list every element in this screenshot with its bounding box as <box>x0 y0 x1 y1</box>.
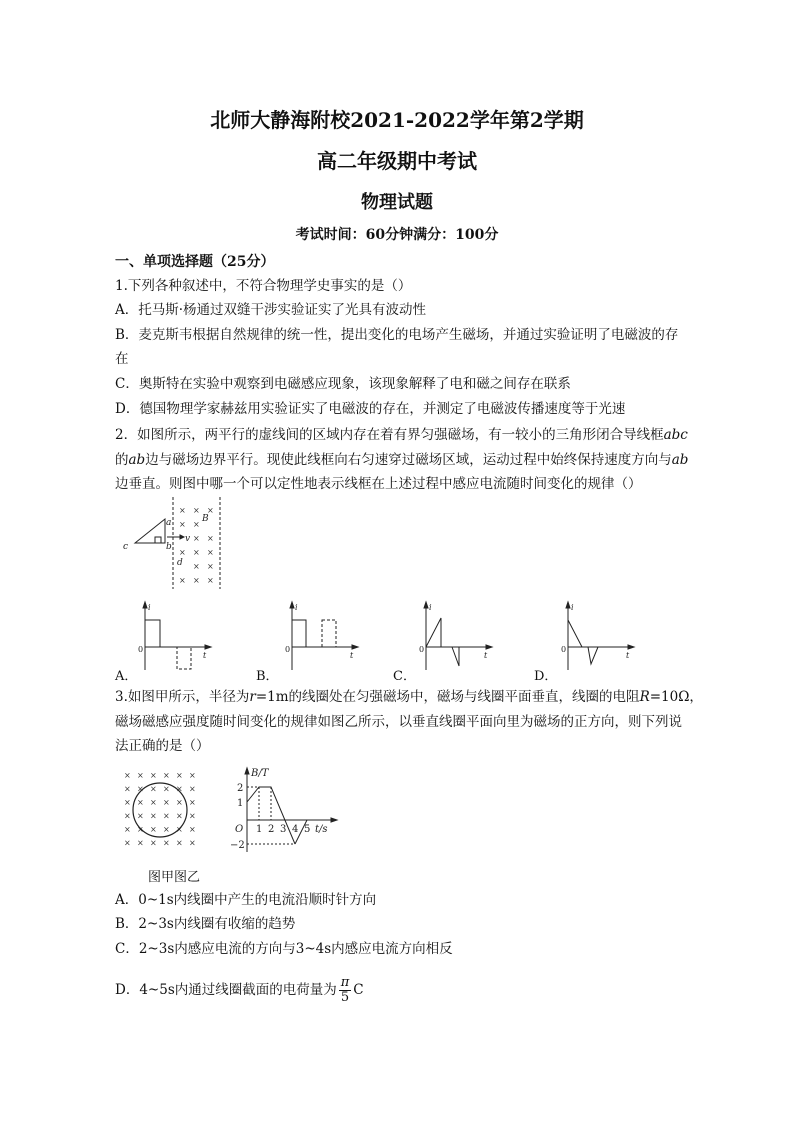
svg-text:i: i <box>295 603 298 612</box>
svg-text:0: 0 <box>138 645 144 654</box>
field-cross: × <box>189 811 196 821</box>
svg-text:×: × <box>193 506 200 515</box>
q1-option-d: D．德国物理学家赫兹用实验证实了电磁波的存在，并测定了电磁波传播速度等于光速 <box>115 401 626 417</box>
q2-graph-b <box>282 600 362 675</box>
q1-option-b: B．麦克斯韦根据自然规律的统一性，提出变化的电场产生磁场，并通过实验证明了电磁波的存 <box>115 327 679 343</box>
q2-field-figure <box>115 497 235 589</box>
label-a: a <box>166 518 172 528</box>
svg-text:2: 2 <box>237 783 244 794</box>
label-B: B <box>202 514 209 524</box>
q2-graph-d <box>558 600 638 675</box>
svg-text:i: i <box>429 603 432 612</box>
label-b: b <box>166 542 172 552</box>
field-cross: × <box>137 771 144 780</box>
field-cross: × <box>150 798 157 807</box>
field-cross: × <box>137 784 144 794</box>
svg-text:×: × <box>193 576 200 585</box>
field-cross: × <box>150 825 157 834</box>
svg-text:t: t <box>203 651 207 660</box>
q2-option-c-label: C． <box>393 669 416 684</box>
q2-option-d-label: D． <box>534 669 558 684</box>
field-cross: × <box>124 811 131 821</box>
field-cross: × <box>137 838 144 848</box>
field-cross: × <box>124 825 131 834</box>
svg-text:×: × <box>207 576 214 585</box>
field-cross: × <box>189 798 196 807</box>
field-cross: × <box>163 784 170 794</box>
field-cross: × <box>189 838 196 848</box>
q3-stem-line3: 法正确的是（） <box>115 738 210 754</box>
svg-text:t: t <box>484 651 488 660</box>
q3-stem-line2: 磁场磁感应强度随时间变化的规律如图乙所示，以垂直线圈平面向里为磁场的正方向，则下列说 <box>115 714 682 730</box>
label-d: d <box>177 558 183 568</box>
svg-text:t: t <box>350 651 354 660</box>
q2-graph-c <box>416 600 496 675</box>
svg-text:×: × <box>207 506 214 515</box>
svg-text:0: 0 <box>561 645 567 654</box>
svg-text:×: × <box>193 520 200 529</box>
coil-circle <box>133 783 187 837</box>
svg-text:4: 4 <box>292 824 299 835</box>
field-cross: × <box>176 771 183 780</box>
field-cross: × <box>150 811 157 821</box>
field-cross: × <box>176 838 183 848</box>
field-cross: × <box>189 784 196 794</box>
field-cross: × <box>150 784 157 794</box>
svg-text:i: i <box>571 603 574 612</box>
field-cross: × <box>124 798 131 807</box>
q2-stem-line2: 的ab边与磁场边界平行。现使此线框向右匀速穿过磁场区域，运动过程中始终保持速度方向与ab <box>115 452 689 468</box>
grade-title: 高二年级期中考试 <box>317 149 477 173</box>
field-cross: × <box>189 825 196 834</box>
subject-title: 物理试题 <box>361 192 433 213</box>
q1-option-c: C．奥斯特在实验中观察到电磁感应现象，该现象解释了电和磁之间存在联系 <box>115 376 571 392</box>
charge-fraction: $\frac{\pi}{5}$ <box>340 975 350 1005</box>
svg-text:O: O <box>235 824 244 835</box>
exam-info: 考试时间：60分钟满分：100分 <box>295 227 499 243</box>
field-cross: × <box>137 811 144 821</box>
q3-coil-figure <box>120 768 202 850</box>
field-cross: × <box>124 771 131 780</box>
q2-stem-line1: 2．如图所示，两平行的虚线间的区域内存在着有界匀强磁场，有一较小的三角形闭合导线框abc <box>115 427 688 443</box>
svg-text:0: 0 <box>285 645 291 654</box>
q3-option-d: D．4~5s内通过线圈截面的电荷量为 $\frac{\pi}{5}$ C <box>115 975 364 1005</box>
q1-stem: 1.下列各种叙述中，不符合物理学史事实的是（） <box>115 278 412 294</box>
field-cross: × <box>176 784 183 794</box>
field-cross: × <box>163 825 170 834</box>
field-cross: × <box>124 784 131 794</box>
svg-text:2: 2 <box>268 824 275 835</box>
svg-text:0: 0 <box>419 645 425 654</box>
field-cross: × <box>176 811 183 821</box>
field-cross: × <box>189 771 196 780</box>
q2-stem-line3: 边垂直。则图中哪一个可以定性地表示线框在上述过程中感应电流随时间变化的规律（） <box>115 476 642 492</box>
field-cross: × <box>137 825 144 834</box>
q2-graph-a <box>135 600 215 675</box>
svg-text:×: × <box>193 548 200 557</box>
svg-text:1: 1 <box>256 824 263 835</box>
field-cross: × <box>124 838 131 848</box>
svg-text:5: 5 <box>304 824 311 835</box>
svg-text:B/T: B/T <box>251 768 269 779</box>
field-cross: × <box>150 838 157 848</box>
field-cross: × <box>137 798 144 807</box>
svg-text:−2: −2 <box>230 840 245 851</box>
svg-text:×: × <box>179 548 186 557</box>
svg-text:×: × <box>179 576 186 585</box>
q2-option-a-label: A． <box>115 669 138 684</box>
svg-text:i: i <box>148 603 151 612</box>
svg-text:×: × <box>193 534 200 543</box>
q3-bt-graph <box>225 766 340 856</box>
q1-option-a: A．托马斯·杨通过双缝干涉实验证实了光具有波动性 <box>115 302 427 318</box>
q2-option-b-label: B． <box>256 669 279 684</box>
svg-text:t: t <box>626 651 630 660</box>
q3-option-b: B．2~3s内线圈有收缩的趋势 <box>115 916 296 932</box>
svg-text:×: × <box>193 562 200 571</box>
q3-stem-line1: 3.如图甲所示，半径为r=1m的线圈处在匀强磁场中，磁场与线圈平面垂直，线圈的电阻R=10Ω， <box>115 689 703 705</box>
field-cross: × <box>176 798 183 807</box>
field-cross: × <box>150 771 157 780</box>
q3-figure-caption: 图甲图乙 <box>148 870 201 885</box>
svg-text:3: 3 <box>280 824 287 835</box>
label-v: v <box>185 534 191 544</box>
field-cross: × <box>163 838 170 848</box>
field-cross: × <box>163 811 170 821</box>
svg-text:×: × <box>207 562 214 571</box>
field-cross: × <box>176 825 183 834</box>
label-c: c <box>123 542 129 552</box>
q3-option-a: A．0~1s内线圈中产生的电流沿顺时针方向 <box>115 892 377 908</box>
svg-text:×: × <box>179 506 186 515</box>
section-heading: 一、单项选择题（25分） <box>115 254 275 270</box>
field-cross: × <box>163 798 170 807</box>
svg-text:×: × <box>207 534 214 543</box>
field-cross: × <box>163 771 170 780</box>
svg-text:t/s: t/s <box>315 824 328 835</box>
svg-text:1: 1 <box>237 798 244 809</box>
q1-option-b-cont: 在 <box>115 351 129 367</box>
svg-text:×: × <box>207 548 214 557</box>
school-title: 北师大静海附校2021-2022学年第2学期 <box>210 108 584 132</box>
svg-text:×: × <box>179 520 186 529</box>
q3-option-c: C．2~3s内感应电流的方向与3~4s内感应电流方向相反 <box>115 941 453 957</box>
